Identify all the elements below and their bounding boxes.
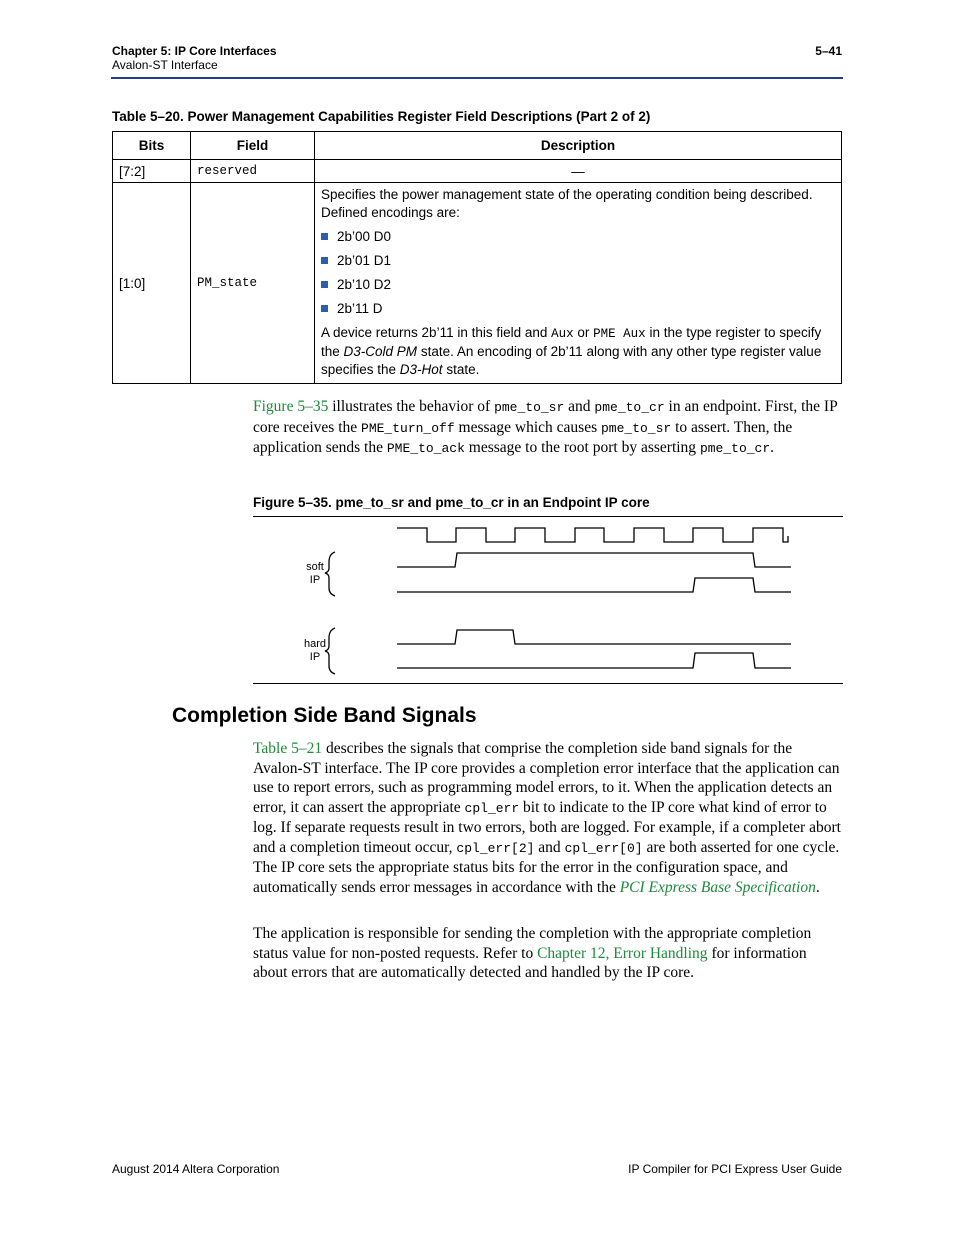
soft-ip-label: soft IP (306, 561, 324, 586)
list-item: 2b’01 D1 (321, 252, 835, 270)
hard-pme-to-cr-waveform (397, 653, 791, 668)
soft-pme-to-sr-waveform (397, 553, 791, 567)
col-description: Description (315, 132, 842, 160)
cell-bits: [1:0] (113, 183, 191, 384)
figure-bottom-rule (253, 683, 843, 684)
running-header (112, 44, 277, 72)
table-row (113, 160, 842, 183)
soft-ip-brace (325, 552, 335, 596)
figure-link[interactable]: Figure 5–35 (253, 398, 329, 415)
table-header-row (113, 132, 842, 160)
chapter-title: Chapter 5: IP Core Interfaces (112, 44, 277, 58)
page-number: 5–41 (815, 44, 842, 58)
list-item: 2b’00 D0 (321, 228, 835, 246)
soft-pme-to-cr-waveform (397, 578, 791, 592)
cell-field: reserved (191, 160, 315, 183)
section-paragraph-2: The application is responsible for sending the completion with the appropriate completion status value for non-posted requests. Refer to Chapter 12, Error Handling for information about errors that are automatically detected and handled by the IP core. (253, 925, 812, 981)
table-title: Table 5–20. Power Management Capabilities Register Field Descriptions (Part 2 of 2) (112, 109, 651, 124)
section-paragraph-1: Table 5–21 describes the signals that comprise the completion side band signals for the Avalon-ST interface. The IP core provides a completion error interface that the application can use to report errors, such as programming model errors, to it. When the application detects an error, it can assert the appropriate cpl_err bit to indicate to the IP core what kind of error to log. If separate requests result in two errors, both are logged. For example, if a completer abort and a completion timeout occur, cpl_err[2] and cpl_err[0] are both asserted for one cycle. The IP core sets the appropriate status bits for the error in the configuration space, and automatically sends error messages in accordance with the PCI Express Base Specification. (253, 740, 841, 896)
register-table (112, 131, 842, 384)
chapter-link[interactable]: Chapter 12, Error Handling (537, 944, 708, 962)
table-link[interactable]: Table 5–21 (253, 740, 323, 757)
list-item: 2b’11 D (321, 300, 835, 318)
cell-bits: [7:2] (113, 160, 191, 183)
footer-right: IP Compiler for PCI Express User Guide (628, 1162, 842, 1176)
col-bits: Bits (113, 132, 191, 160)
hard-pme-to-sr-waveform (397, 630, 791, 644)
hard-ip-label: hard IP (303, 638, 327, 663)
figure-intro-paragraph: Figure 5–35 illustrates the behavior of pme_to_sr and pme_to_cr in an endpoint. First, the IP core receives the PME_turn_off message which causes pme_to_sr to assert. Then, the application sends the PME_to_ack message to the root port by asserting pme_to_cr. (253, 398, 838, 456)
table-row (113, 183, 842, 384)
clock-waveform (397, 528, 788, 542)
cell-description (315, 183, 842, 384)
cell-description: — (315, 160, 842, 183)
figure-title: Figure 5–35. pme_to_sr and pme_to_cr in an Endpoint IP core (253, 495, 650, 510)
spec-link[interactable]: PCI Express Base Specification (619, 878, 816, 896)
footer-left: August 2014 Altera Corporation (112, 1162, 280, 1176)
desc-note: A device returns 2b’11 in this field and Aux or PME Aux in the type register to specify the D3-Cold PM state. An encoding of 2b’11 along with any other type register value specifies the D3-Hot state. (321, 325, 822, 377)
section-title: Avalon-ST Interface (112, 58, 218, 72)
timing-diagram (253, 516, 843, 684)
hard-ip-brace (325, 628, 335, 674)
header-rule (111, 77, 843, 79)
list-item: 2b’10 D2 (321, 276, 835, 294)
section-heading: Completion Side Band Signals (172, 704, 477, 727)
col-field: Field (191, 132, 315, 160)
cell-field: PM_state (191, 183, 315, 384)
desc-intro: Specifies the power management state of the operating condition being described. Defined encodings are: (321, 187, 813, 220)
